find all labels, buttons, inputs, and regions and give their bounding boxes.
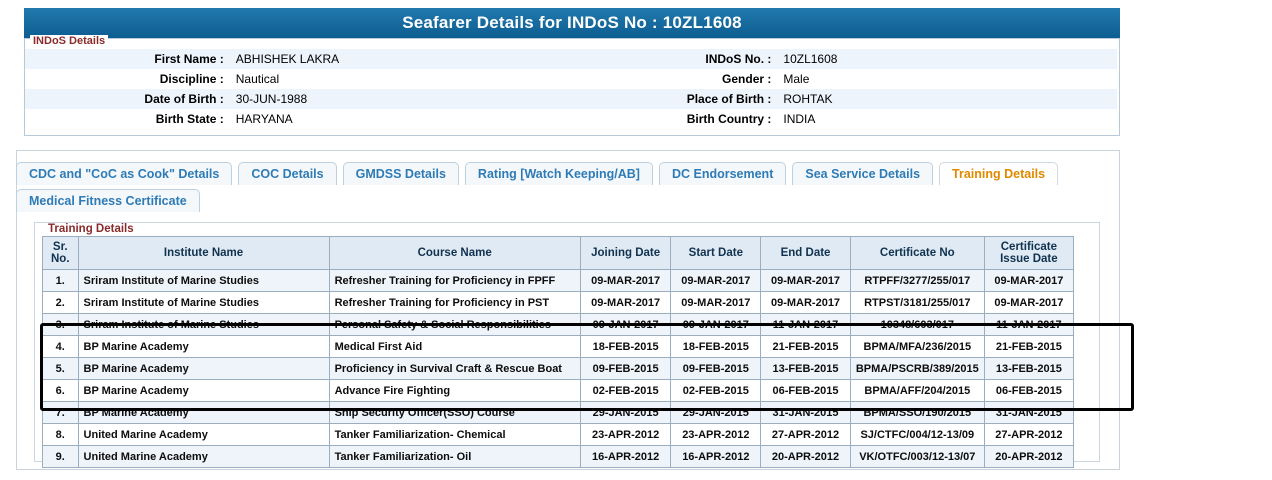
cell-joining-date: 29-JAN-2015 <box>580 402 671 424</box>
table-header-row <box>43 237 1074 270</box>
cell-certificate-no: BPMA/AFF/204/2015 <box>850 380 984 402</box>
table-row <box>43 358 1074 380</box>
page-title: Seafarer Details for INDoS No : 10ZL1608 <box>24 8 1120 38</box>
column-header-course-name: Course Name <box>329 237 580 270</box>
cell-sr: 1. <box>43 270 79 292</box>
column-header-sr-no: Sr. No. <box>43 237 79 270</box>
date-of-birth-value: 30-JUN-1988 <box>230 89 573 109</box>
cell-institute: United Marine Academy <box>78 424 329 446</box>
column-header-joining-date: Joining Date <box>580 237 671 270</box>
cell-end-date: 31-JAN-2015 <box>761 402 851 424</box>
cell-institute: United Marine Academy <box>78 446 329 468</box>
cell-end-date: 13-FEB-2015 <box>761 358 851 380</box>
column-header-end-date: End Date <box>761 237 851 270</box>
table-row <box>43 292 1074 314</box>
cell-start-date: 16-APR-2012 <box>671 446 761 468</box>
table-row <box>25 69 1117 89</box>
cell-certificate-no: BPMA/PSCRB/389/2015 <box>850 358 984 380</box>
cell-certificate-no: 10348/603/017 <box>850 314 984 336</box>
cell-sr: 6. <box>43 380 79 402</box>
gender-value: Male <box>777 69 1117 89</box>
column-header-certificate-issue-date: Certificate Issue Date <box>984 237 1073 270</box>
cell-end-date: 06-FEB-2015 <box>761 380 851 402</box>
tab-training-details[interactable]: Training Details <box>939 162 1058 185</box>
cell-joining-date: 09-FEB-2015 <box>580 358 671 380</box>
cell-certificate-no: RTPFF/3277/255/017 <box>850 270 984 292</box>
cell-end-date: 21-FEB-2015 <box>761 336 851 358</box>
training-grid-wrap <box>42 236 1076 468</box>
cell-end-date: 20-APR-2012 <box>761 446 851 468</box>
cell-course: Personal Safety & Social Responsibilities <box>329 314 580 336</box>
cell-joining-date: 23-APR-2012 <box>580 424 671 446</box>
indos-no-value: 10ZL1608 <box>777 49 1117 69</box>
cell-issue-date: 09-MAR-2017 <box>984 270 1073 292</box>
cell-issue-date: 11-JAN-2017 <box>984 314 1073 336</box>
table-row <box>25 49 1117 69</box>
table-row <box>25 109 1117 129</box>
cell-start-date: 23-APR-2012 <box>671 424 761 446</box>
table-row <box>25 89 1117 109</box>
cell-course: Refresher Training for Proficiency in PST <box>329 292 580 314</box>
cell-sr: 7. <box>43 402 79 424</box>
cell-institute: BP Marine Academy <box>78 358 329 380</box>
cell-institute: Sriram Institute of Marine Studies <box>78 270 329 292</box>
tab-rating-watch-keeping-ab[interactable]: Rating [Watch Keeping/AB] <box>465 162 653 185</box>
tab-sea-service-details[interactable]: Sea Service Details <box>792 162 933 185</box>
cell-joining-date: 09-JAN-2017 <box>580 314 671 336</box>
cell-issue-date: 21-FEB-2015 <box>984 336 1073 358</box>
birth-country-label: Birth Country : <box>572 109 777 129</box>
cell-end-date: 11-JAN-2017 <box>761 314 851 336</box>
cell-start-date: 29-JAN-2015 <box>671 402 761 424</box>
tab-row-secondary <box>16 189 200 212</box>
cell-certificate-no: SJ/CTFC/004/12-13/09 <box>850 424 984 446</box>
cell-end-date: 09-MAR-2017 <box>761 292 851 314</box>
table-row <box>43 424 1074 446</box>
cell-certificate-no: BPMA/SSO/190/2015 <box>850 402 984 424</box>
cell-start-date: 09-FEB-2015 <box>671 358 761 380</box>
tab-coc-details[interactable]: COC Details <box>238 162 336 185</box>
cell-end-date: 09-MAR-2017 <box>761 270 851 292</box>
cell-issue-date: 31-JAN-2015 <box>984 402 1073 424</box>
cell-course: Ship Security Officer(SSO) Course <box>329 402 580 424</box>
column-header-start-date: Start Date <box>671 237 761 270</box>
cell-joining-date: 02-FEB-2015 <box>580 380 671 402</box>
cell-sr: 9. <box>43 446 79 468</box>
cell-sr: 2. <box>43 292 79 314</box>
birth-country-value: INDIA <box>777 109 1117 129</box>
cell-certificate-no: VK/OTFC/003/12-13/07 <box>850 446 984 468</box>
place-of-birth-label: Place of Birth : <box>572 89 777 109</box>
cell-start-date: 09-MAR-2017 <box>671 292 761 314</box>
column-header-certificate-no: Certificate No <box>850 237 984 270</box>
indos-details-legend: INDoS Details <box>30 35 108 47</box>
cell-joining-date: 18-FEB-2015 <box>580 336 671 358</box>
birth-state-value: HARYANA <box>230 109 573 129</box>
tab-row-primary <box>16 162 1058 185</box>
indos-no-label: INDoS No. : <box>572 49 777 69</box>
tab-gmdss-details[interactable]: GMDSS Details <box>343 162 459 185</box>
cell-certificate-no: RTPST/3181/255/017 <box>850 292 984 314</box>
cell-joining-date: 09-MAR-2017 <box>580 270 671 292</box>
cell-sr: 5. <box>43 358 79 380</box>
cell-institute: Sriram Institute of Marine Studies <box>78 314 329 336</box>
cell-course: Tanker Familiarization- Oil <box>329 446 580 468</box>
table-row <box>43 446 1074 468</box>
cell-start-date: 09-MAR-2017 <box>671 270 761 292</box>
cell-start-date: 02-FEB-2015 <box>671 380 761 402</box>
discipline-label: Discipline : <box>25 69 230 89</box>
table-row <box>43 380 1074 402</box>
cell-certificate-no: BPMA/MFA/236/2015 <box>850 336 984 358</box>
gender-label: Gender : <box>572 69 777 89</box>
cell-end-date: 27-APR-2012 <box>761 424 851 446</box>
cell-institute: Sriram Institute of Marine Studies <box>78 292 329 314</box>
table-row <box>43 402 1074 424</box>
tab-cdc-coc-as-cook-details[interactable]: CDC and "CoC as Cook" Details <box>16 162 232 185</box>
table-row <box>43 314 1074 336</box>
column-header-institute-name: Institute Name <box>78 237 329 270</box>
cell-course: Medical First Aid <box>329 336 580 358</box>
cell-sr: 3. <box>43 314 79 336</box>
place-of-birth-value: ROHTAK <box>777 89 1117 109</box>
cell-course: Proficiency in Survival Craft & Rescue Boat <box>329 358 580 380</box>
cell-start-date: 18-FEB-2015 <box>671 336 761 358</box>
cell-joining-date: 16-APR-2012 <box>580 446 671 468</box>
cell-institute: BP Marine Academy <box>78 380 329 402</box>
first-name-label: First Name : <box>25 49 230 69</box>
cell-issue-date: 09-MAR-2017 <box>984 292 1073 314</box>
indos-details-table <box>25 49 1117 129</box>
tab-dc-endorsement[interactable]: DC Endorsement <box>659 162 786 185</box>
training-details-table <box>42 236 1074 468</box>
first-name-value: ABHISHEK LAKRA <box>230 49 573 69</box>
cell-issue-date: 13-FEB-2015 <box>984 358 1073 380</box>
cell-issue-date: 27-APR-2012 <box>984 424 1073 446</box>
table-row <box>43 270 1074 292</box>
tab-medical-fitness-certificate[interactable]: Medical Fitness Certificate <box>16 189 200 212</box>
discipline-value: Nautical <box>230 69 573 89</box>
cell-issue-date: 06-FEB-2015 <box>984 380 1073 402</box>
cell-institute: BP Marine Academy <box>78 336 329 358</box>
cell-sr: 8. <box>43 424 79 446</box>
cell-start-date: 09-JAN-2017 <box>671 314 761 336</box>
cell-institute: BP Marine Academy <box>78 402 329 424</box>
cell-sr: 4. <box>43 336 79 358</box>
cell-course: Refresher Training for Proficiency in FPFF <box>329 270 580 292</box>
cell-course: Advance Fire Fighting <box>329 380 580 402</box>
cell-course: Tanker Familiarization- Chemical <box>329 424 580 446</box>
date-of-birth-label: Date of Birth : <box>25 89 230 109</box>
table-row <box>43 336 1074 358</box>
cell-issue-date: 20-APR-2012 <box>984 446 1073 468</box>
training-details-legend: Training Details <box>44 223 138 235</box>
birth-state-label: Birth State : <box>25 109 230 129</box>
cell-joining-date: 09-MAR-2017 <box>580 292 671 314</box>
